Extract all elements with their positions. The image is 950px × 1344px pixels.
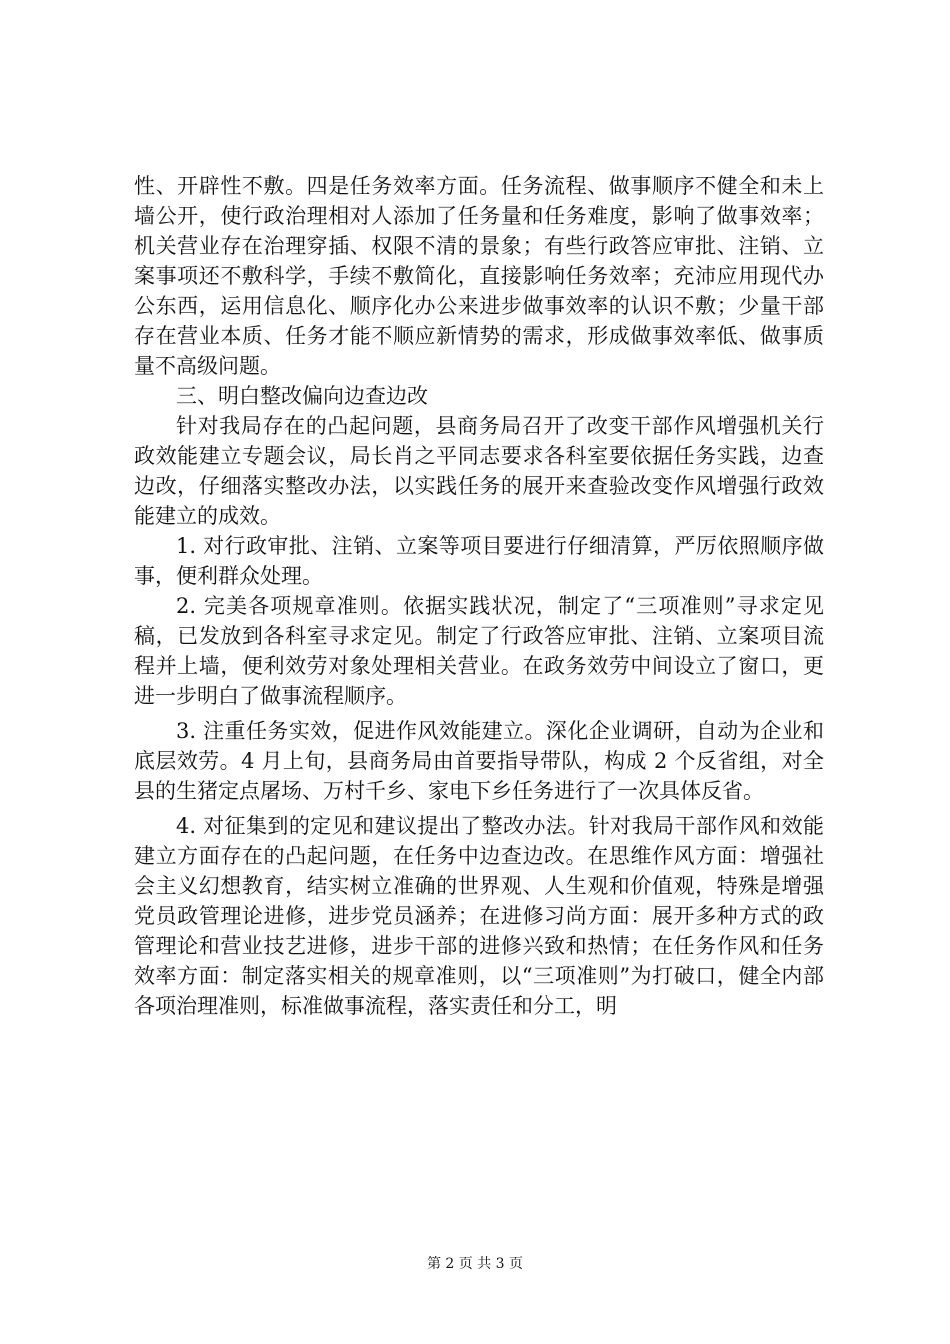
section-heading: 三、明白整改偏向边查边改 — [176, 384, 428, 408]
list-item-4: 4. 对征集到的定见和建议提出了整改办法。针对我局干部作风和效能建立方面存在的凸起问题，在任务中边查边改。在思维作风方面：增强社会主义幻想教育，结实树立准确的世界观、人生观和价值观，特殊是增强党员政管理论进修，进步党员涵养；在进修习尚方面：展开多种方式的政管理论和营业技艺进修，进步干部的进修兴致和热情；在任务作风和任务效率方面：制定落实相关的规章准则，以“三项准则”为打破口，健全内部各项治理准则，标准做事流程，落实责任和分工，明 — [134, 814, 824, 1018]
list-item-1: 1. 对行政审批、注销、立案等项目要进行仔细清算，严厉依照顺序做事，便利群众处理。 — [134, 534, 824, 588]
paragraph-continued: 性、开辟性不敷。四是任务效率方面。任务流程、做事顺序不健全和未上墙公开，使行政治理相对人添加了任务量和任务难度，影响了做事效率；机关营业存在治理穿插、权限不清的景象；有些行政答应审批、注销、立案事项还不敷科学，手续不敷简化，直接影响任务效率；充沛应用现代办公东西，运用信息化、顺序化办公来进步做事效率的认识不敷；少量干部存在营业本质、任务才能不顺应新情势的需求，形成做事效率低、做事质量不高级问题。 — [134, 174, 824, 378]
document-body — [134, 171, 824, 1021]
list-item-2: 2. 完美各项规章准则。依据实践状况，制定了“三项准则”寻求定见稿，已发放到各科室寻求定见。制定了行政答应审批、注销、立案项目流程并上墙，便利效劳对象处理相关营业。在政务效劳中间设立了窗口，更进一步明白了做事流程顺序。 — [134, 594, 824, 708]
page-footer: 第 2 页 共 3 页 — [426, 1256, 524, 1272]
paragraph: 针对我局存在的凸起问题，县商务局召开了改变干部作风增强机关行政效能建立专题会议，局长肖之平同志要求各科室要依据任务实践，边查边改，仔细落实整改办法，以实践任务的展开来查验改变作风增强行政效能建立的成效。 — [134, 414, 824, 528]
list-item-3: 3. 注重任务实效，促进作风效能建立。深化企业调研，自动为企业和底层效劳。4 月上旬，县商务局由首要指导带队，构成 2 个反省组，对全县的生猪定点屠场、万村千乡、家电下乡任务进行了一次具体反省。 — [134, 719, 824, 803]
